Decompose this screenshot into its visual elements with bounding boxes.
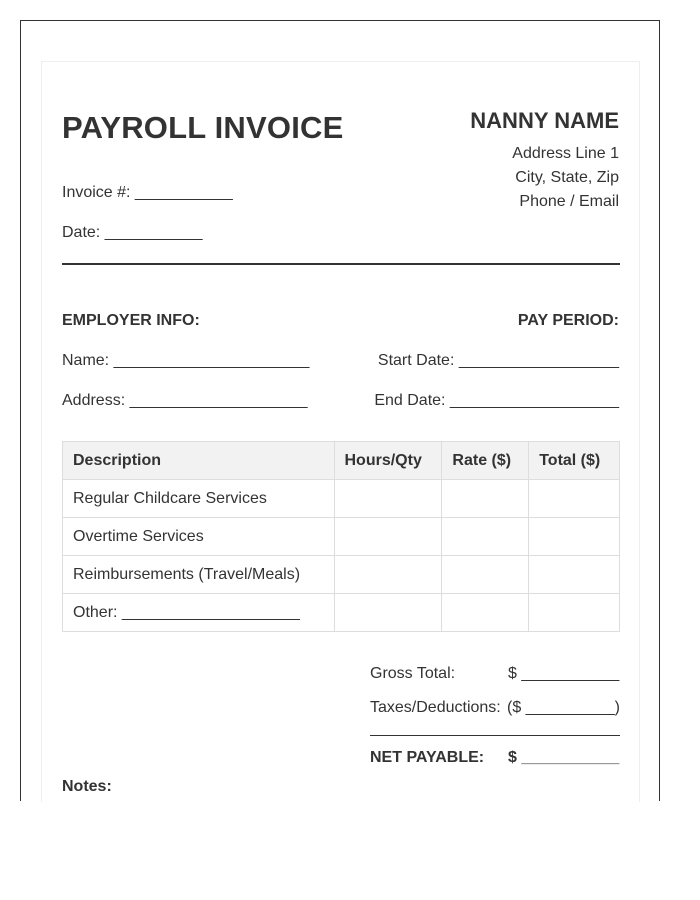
row-hours-cell[interactable]	[334, 594, 442, 632]
start-date-field[interactable]: Start Date: __________________	[377, 352, 619, 369]
table-row	[63, 594, 620, 632]
city-state-zip: City, State, Zip	[515, 169, 619, 186]
employer-info-label: EMPLOYER INFO:	[62, 312, 200, 329]
notes-label: Notes:	[62, 778, 112, 795]
totals-divider	[370, 735, 620, 736]
row-hours-cell[interactable]	[334, 556, 442, 594]
invoice-number-field[interactable]: Invoice #: ___________	[62, 184, 233, 201]
net-payable-field[interactable]: $ ___________	[508, 749, 620, 766]
page-title: PAYROLL INVOICE	[62, 110, 344, 145]
row-total-cell[interactable]	[529, 594, 620, 632]
row-rate-cell[interactable]	[442, 594, 529, 632]
row-rate-cell[interactable]	[442, 480, 529, 518]
header-divider	[62, 263, 620, 265]
row-rate-cell[interactable]	[442, 518, 529, 556]
pay-period-label: PAY PERIOD:	[517, 312, 619, 329]
column-header-total: Total ($)	[529, 442, 620, 480]
gross-total-label: Gross Total:	[370, 665, 456, 682]
table-row	[63, 518, 620, 556]
row-hours-cell[interactable]	[334, 518, 442, 556]
services-table	[62, 441, 620, 632]
end-date-field[interactable]: End Date: ___________________	[374, 392, 619, 409]
invoice-sheet	[20, 20, 660, 801]
taxes-deductions-label: Taxes/Deductions:	[370, 699, 501, 716]
employer-name-field[interactable]: Name: ______________________	[62, 352, 310, 369]
nanny-name: NANNY NAME	[470, 108, 619, 133]
column-header-rate: Rate ($)	[442, 442, 529, 480]
net-payable-label: NET PAYABLE:	[370, 749, 485, 766]
gross-total-field[interactable]: $ ___________	[508, 665, 620, 682]
row-description: Regular Childcare Services	[63, 480, 335, 518]
row-description: Reimbursements (Travel/Meals)	[63, 556, 335, 594]
table-row	[63, 556, 620, 594]
employer-address-field[interactable]: Address: ____________________	[62, 392, 308, 409]
address-line-1: Address Line 1	[512, 145, 619, 162]
column-header-description: Description	[63, 442, 335, 480]
taxes-deductions-field[interactable]: ($ __________)	[507, 699, 620, 716]
row-hours-cell[interactable]	[334, 480, 442, 518]
column-header-hours: Hours/Qty	[334, 442, 442, 480]
phone-email: Phone / Email	[519, 193, 619, 210]
row-description[interactable]: Other: ____________________	[63, 594, 335, 632]
row-total-cell[interactable]	[529, 480, 620, 518]
row-description: Overtime Services	[63, 518, 335, 556]
row-rate-cell[interactable]	[442, 556, 529, 594]
table-header-row	[63, 442, 620, 480]
row-total-cell[interactable]	[529, 556, 620, 594]
row-total-cell[interactable]	[529, 518, 620, 556]
date-field[interactable]: Date: ___________	[62, 224, 203, 241]
table-row	[63, 480, 620, 518]
